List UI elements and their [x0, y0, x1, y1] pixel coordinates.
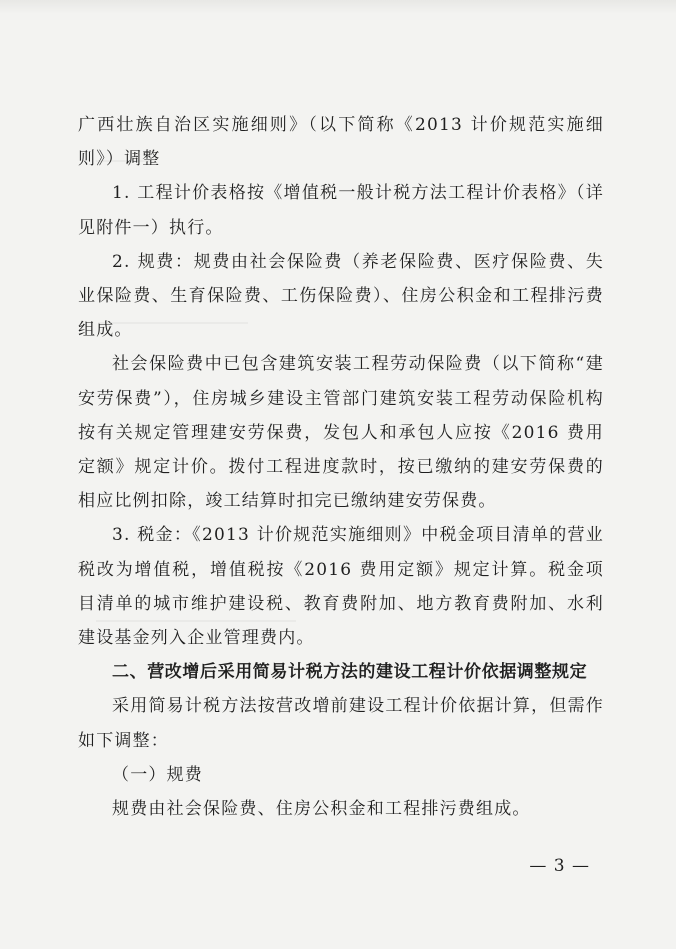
paragraph-item-3: 3. 税金：《2013 计价规范实施细则》中税金项目清单的营业税改为增值税，增值税按《2016 费用定额》规定计算。税金项目清单的城市维护建设税、教育费附加、地方教育费附加、水利建设基金列入企业管理费内。: [78, 525, 604, 649]
subsection-heading-1: （一）规费: [112, 764, 203, 785]
paragraph-fees-composition: 规费由社会保险费、住房公积金和工程排污费组成。: [112, 799, 531, 820]
paragraph-social-insurance: 社会保险费中已包含建筑安装工程劳动保险费（以下简称“建安劳保费”），住房城乡建设主管部门建筑安装工程劳动保险机构按有关规定管理建安劳保费，发包人和承包人应按《2016 费用定额》规定计价。拨付工程进度款时，按已缴纳的建安劳保费的相应比例扣除，竣工结算时扣完已缴纳建安劳保费。: [78, 354, 604, 512]
document-body: [78, 108, 604, 826]
page-edge-shadow: [0, 0, 676, 14]
paragraph-continuation: 广西壮族自治区实施细则》（以下简称《2013 计价规范实施细则》）调整: [78, 115, 604, 170]
section-heading-2: 二、营改增后采用简易计税方法的建设工程计价依据调整规定: [112, 662, 588, 683]
paragraph-simple-method: 采用简易计税方法按营改增前建设工程计价依据计算，但需作如下调整：: [78, 696, 604, 751]
page-number: — 3 —: [529, 856, 590, 876]
paragraph-item-2: 2. 规费：规费由社会保险费（养老保险费、医疗保险费、失业保险费、生育保险费、工伤保险费）、住房公积金和工程排污费组成。: [78, 251, 604, 341]
paragraph-item-1: 1. 工程计价表格按《增值税一般计税方法工程计价表格》（详见附件一）执行。: [78, 183, 604, 238]
